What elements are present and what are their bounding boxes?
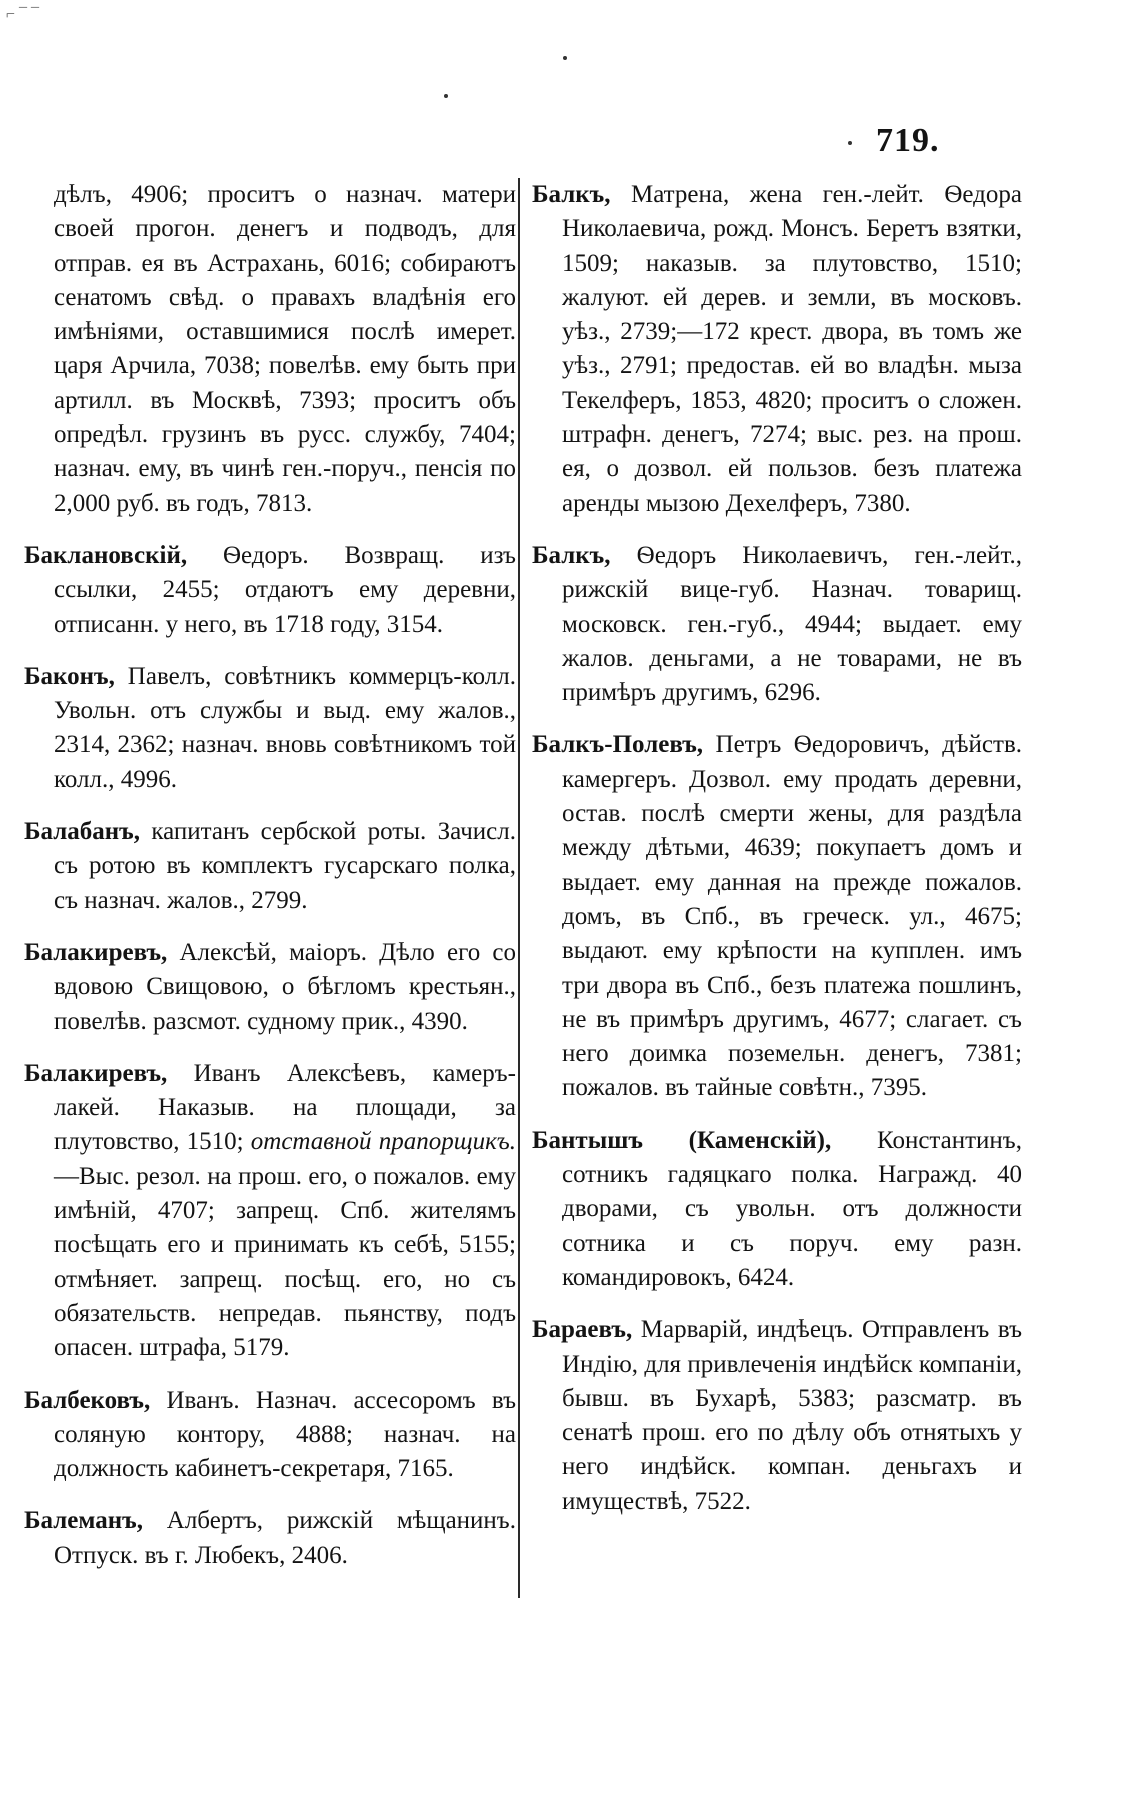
entry-headword: Балакиревъ, xyxy=(24,1059,168,1087)
ink-speck xyxy=(444,94,448,98)
entry-headword: Балабанъ, xyxy=(24,818,141,846)
entry-headword: Баклановскій, xyxy=(24,541,188,569)
entry: Балеманъ, Албертъ, рижскій мѣщанинъ. Отпуск. въ г. Любекъ, 2406. xyxy=(24,1507,516,1569)
entry-headword: Балакиревъ, xyxy=(24,938,168,966)
entry: Балкъ-Полевъ, Петръ Ѳедоровичъ, дѣйств. камергеръ. Дозвол. ему продать деревни, остав. послѣ смерти жены, для раздѣла между дѣтьми, 4639; покупаетъ домъ и выдает. ему данная на прежде пожалов. домъ, въ Спб., въ греческ. ул., 4675; выдают. ему крѣпости на купплен. имъ три двора въ Спб., безъ платежа пошлинъ, не въ примѣръ другимъ, 4677; слагает. съ него доимка поземельн. денегъ, 7381; пожалов. въ тайные совѣтн., 7395. xyxy=(532,731,1022,1102)
left-column xyxy=(24,178,516,1591)
entry-headword: Балкъ, xyxy=(532,541,611,569)
entry: Балбековъ, Иванъ. Назнач. ассесоромъ въ соляную контору, 4888; назнач. на должность кабинетъ-секретаря, 7165. xyxy=(24,1386,516,1483)
entry-italic-note: отставной прапорщикъ. xyxy=(250,1128,516,1156)
page-corner-mark: ⌐ ¯ ¯ xyxy=(6,6,40,23)
entry: Балакиревъ, Иванъ Алексѣевъ, камеръ-лакей. Наказыв. на площади, за плутовство, 1510; отставной прапорщикъ.—Выс. резол. на прош. его, о пожалов. ему имѣній, 4707; запрещ. Спб. жителямъ посѣщать его и принимать къ себѣ, 5155; отмѣняет. запрещ. посѣщ. его, но съ обязательств. непредав. пьянству, подъ опасен. штрафа, 5179. xyxy=(24,1059,516,1362)
entry: Баконъ, Павелъ, совѣтникъ коммерцъ-колл. Увольн. отъ службы и выд. ему жалов., 2314, 2362; назнач. вновь совѣтникомъ той колл., 4996. xyxy=(24,662,516,793)
entry: Балабанъ, капитанъ сербской роты. Зачисл. съ ротою въ комплектъ гусарскаго полка, съ назнач. жалов., 2799. xyxy=(24,818,516,914)
entry-headword: Балеманъ, xyxy=(24,1507,143,1535)
entry: Балкъ, Ѳедоръ Николаевичъ, ген.-лейт., рижскій вице-губ. Назнач. товарищ. московск. ген.-губ., 4944; выдает. ему жалов. деньгами, а не товарами, не въ примѣръ другимъ, 6296. xyxy=(532,541,1022,707)
entry-headword: Бантышъ (Каменскій), xyxy=(532,1126,832,1154)
entry-headword: Баконъ, xyxy=(24,662,115,690)
entry-headword: Бараевъ, xyxy=(532,1316,633,1344)
entry: Балкъ, Матрена, жена ген.-лейт. Ѳедора Николаевича, рожд. Монсъ. Беретъ взятки, 1509; наказыв. за плутовство, 1510; жалуют. ей дерев. и земли, въ московъ. уѣз., 2739;—172 крест. двора, въ томъ же уѣз., 2791; предостав. ей во владѣн. мыза Текелферъ, 1853, 4820; проситъ о сложен. штрафн. денегъ, 7274; выс. рез. на прош. ея, о дозвол. ей пользов. безъ платежа аренды мызою Дехелферъ, 7380. xyxy=(532,181,1022,517)
page-number: 719. xyxy=(876,122,940,159)
entry: Балакиревъ, Алексѣй, маіоръ. Дѣло его со вдовою Свищовою, о бѣгломъ крестьян., повелѣв. разсмот. судному прик., 4390. xyxy=(24,938,516,1035)
entry: Бантышъ (Каменскій), Константинъ, сотникъ гадяцкаго полка. Награжд. 40 дворами, съ увольн. отъ должности сотника и съ поруч. ему разн. командировокъ, 6424. xyxy=(532,1126,1022,1291)
right-column xyxy=(532,178,1022,1537)
entry-headword: Балбековъ, xyxy=(24,1386,151,1414)
entry: Баклановскій, Ѳедоръ. Возвращ. изъ ссылки, 2455; отдаютъ ему деревни, отписанн. у него, въ 1718 году, 3154. xyxy=(24,541,516,638)
ink-speck xyxy=(563,56,567,60)
entry-headword: Балкъ-Полевъ, xyxy=(532,731,704,759)
ink-speck xyxy=(848,141,852,145)
entry: Бараевъ, Марварій, индѣецъ. Отправленъ въ Индію, для привлеченія индѣйск компаніи, бывш. въ Бухарѣ, 5383; разсматр. въ сенатѣ прош. его по дѣлу объ отнятыхъ у него индѣйск. компан. деньгахъ и имуществѣ, 7522. xyxy=(532,1316,1022,1515)
entry-continuation: дѣлъ, 4906; проситъ о назнач. матери своей прогон. денегъ и подводъ, для отправ. ея въ Астрахань, 6016; собираютъ сенатомъ свѣд. о правахъ владѣнія его имѣніями, оставшимися послѣ имерет. царя Арчила, 7038; повелѣв. ему быть при артилл. въ Москвѣ, 7393; проситъ объ опредѣл. грузинъ въ русс. службу, 7404; назнач. ему, въ чинѣ ген.-поруч., пенсія по 2,000 руб. въ годъ, 7813. xyxy=(54,181,516,517)
column-divider xyxy=(518,178,520,1598)
entry-headword: Балкъ, xyxy=(532,181,611,208)
